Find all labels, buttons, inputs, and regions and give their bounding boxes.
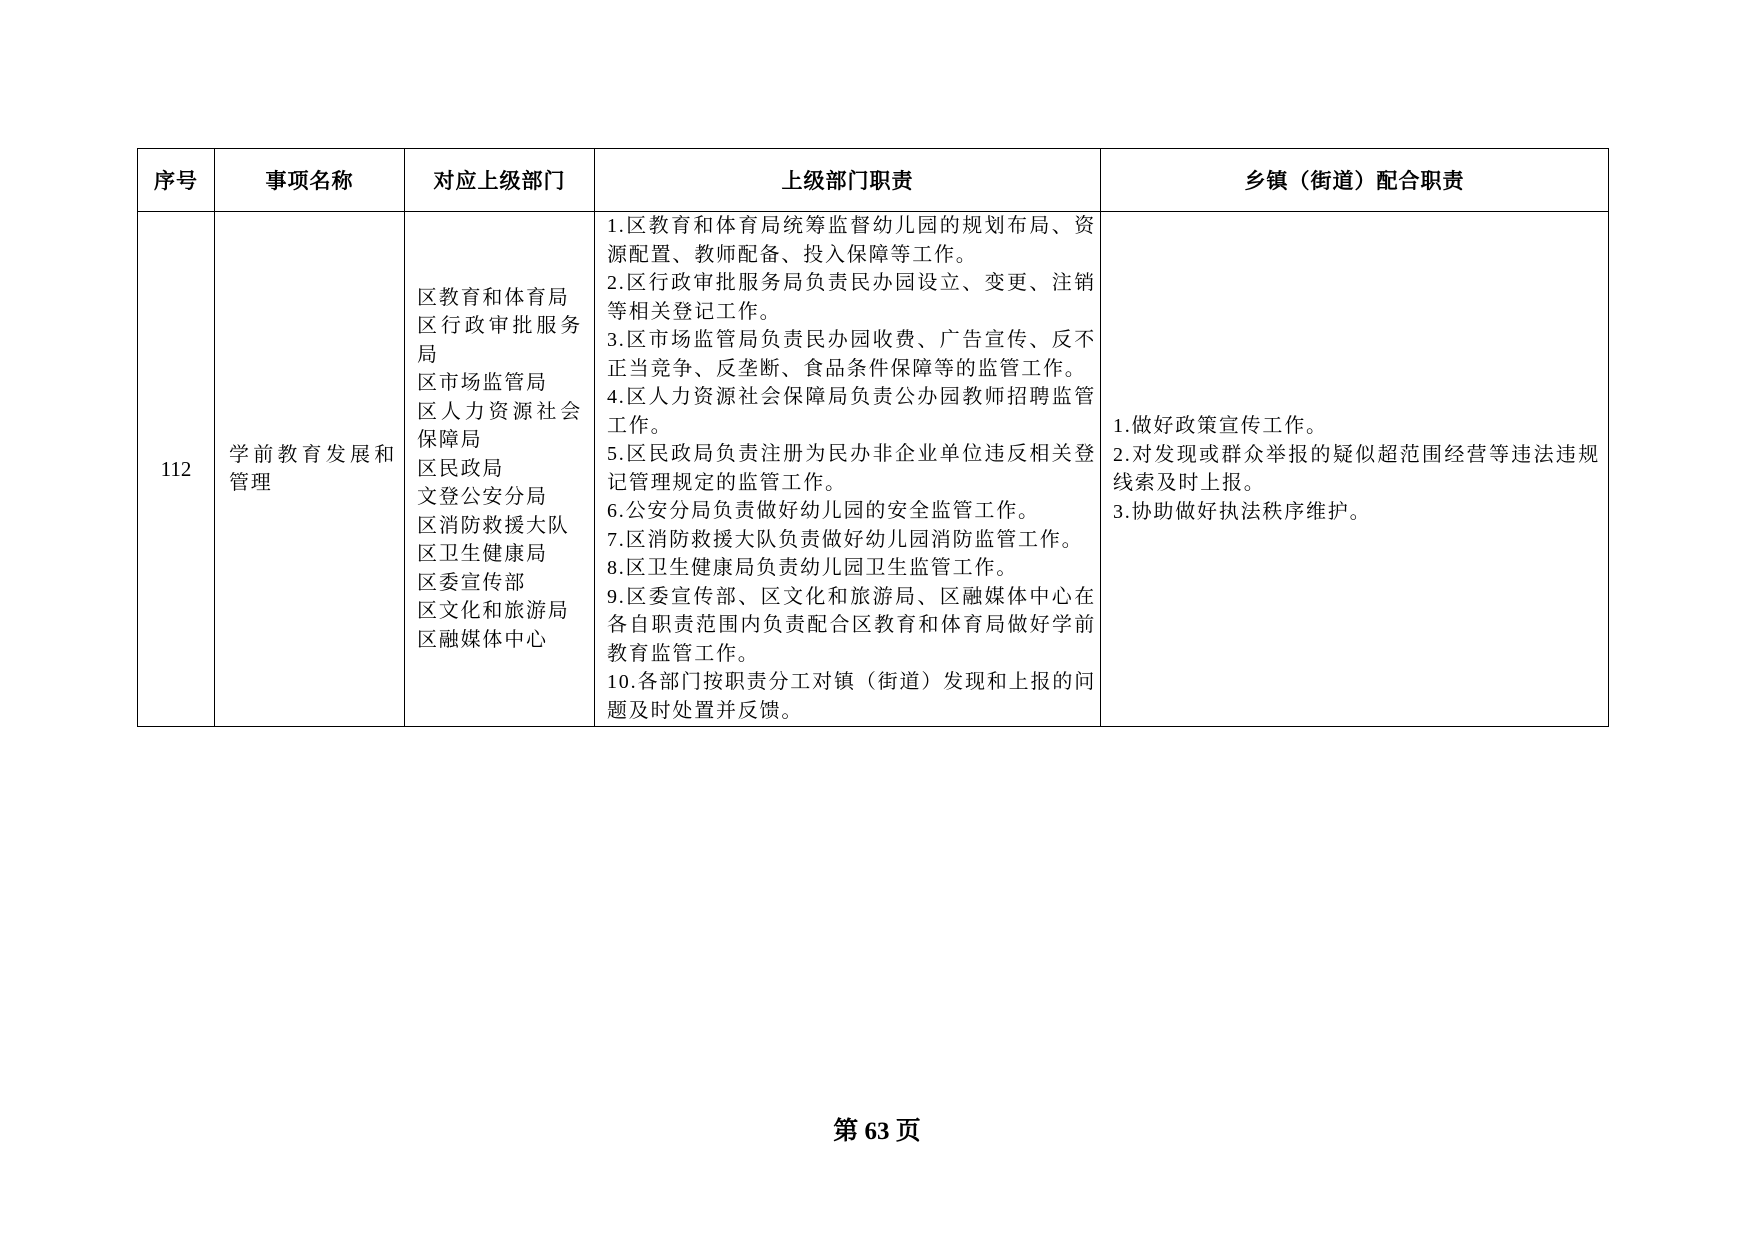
department-item: 区民政局 (417, 457, 505, 480)
header-township-duties: 乡镇（街道）配合职责 (1101, 149, 1609, 212)
department-item: 区卫生健康局 (417, 543, 548, 566)
duty-item: 4.区人力资源社会保障局负责公办园教师招聘监管工作。 (607, 386, 1096, 437)
department-item: 区文化和旅游局 (417, 600, 570, 623)
duty-item: 8.区卫生健康局负责幼儿园卫生监管工作。 (607, 557, 1018, 579)
header-row (138, 149, 1609, 212)
township-duty-item: 1.做好政策宣传工作。 (1113, 415, 1328, 437)
department-item: 区人力资源社会保障局 (417, 400, 582, 452)
duty-item: 1.区教育和体育局统筹监督幼儿园的规划布局、资源配置、教师配备、投入保障等工作。 (607, 215, 1096, 266)
department-item: 区行政审批服务局 (417, 315, 582, 366)
duty-item: 6.公安分局负责做好幼儿园的安全监管工作。 (607, 500, 1040, 522)
duty-item: 3.区市场监管局负责民办园收费、广告宣传、反不正当竞争、反垄断、食品条件保障等的监管工作。 (607, 329, 1096, 380)
township-duty-item: 3.协助做好执法秩序维护。 (1113, 500, 1372, 523)
department-item: 区消防救援大队 (417, 514, 570, 537)
upper-duties-cell (595, 212, 1101, 727)
header-item-name: 事项名称 (215, 149, 405, 212)
township-duties-cell (1101, 212, 1609, 727)
item-name: 学前教育发展和管理 (215, 212, 405, 727)
table-row (138, 212, 1609, 727)
department-item: 区融媒体中心 (417, 628, 548, 651)
department-item: 区教育和体育局 (417, 286, 570, 309)
header-upper-department: 对应上级部门 (405, 149, 595, 212)
departments-cell (405, 212, 595, 727)
row-number: 112 (138, 212, 215, 727)
page-number: 第 63 页 (833, 1118, 921, 1145)
department-item: 文登公安分局 (417, 486, 548, 509)
department-item: 区委宣传部 (417, 571, 526, 594)
header-upper-duties: 上级部门职责 (595, 149, 1101, 212)
duty-item: 9.区委宣传部、区文化和旅游局、区融媒体中心在各自职责范围内负责配合区教育和体育局做好学前教育监管工作。 (607, 585, 1096, 665)
duty-item: 2.区行政审批服务局负责民办园设立、变更、注销等相关登记工作。 (607, 272, 1096, 323)
department-item: 区市场监管局 (417, 372, 548, 395)
duty-item: 7.区消防救援大队负责做好幼儿园消防监管工作。 (607, 528, 1084, 551)
header-index: 序号 (138, 149, 215, 212)
township-duty-item: 2.对发现或群众举报的疑似超范围经营等违法违规线索及时上报。 (1113, 443, 1600, 494)
duty-item: 10.各部门按职责分工对镇（街道）发现和上报的问题及时处置并反馈。 (607, 671, 1096, 722)
duty-item: 5.区民政局负责注册为民办非企业单位违反相关登记管理规定的监管工作。 (607, 443, 1096, 494)
responsibility-table (137, 148, 1609, 727)
